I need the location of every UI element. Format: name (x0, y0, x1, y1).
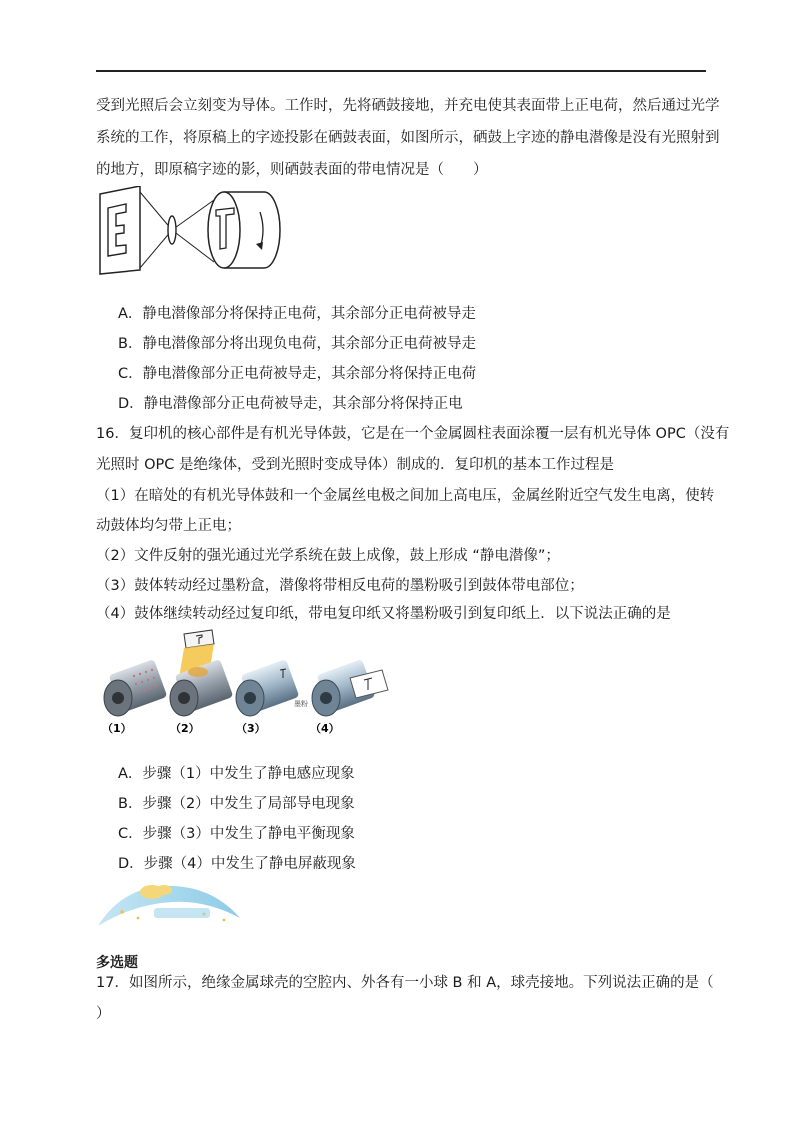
header-rule (96, 70, 706, 72)
q16-stem-line-4: 动鼓体均匀带上正电； (96, 518, 241, 534)
q16-option-d[interactable]: D．步骤（4）中发生了静电屏蔽现象 (118, 856, 356, 872)
q15-stem-line-2: 系统的工作，将原稿上的字迹投影在硒鼓表面，如图所示，硒鼓上字迹的静电潜像是没有光照射到 (96, 130, 720, 146)
step-4-drum (312, 659, 388, 716)
original-document (100, 186, 140, 274)
lens (168, 216, 176, 244)
copier-steps-diagram (96, 628, 396, 740)
step-3-drum (236, 659, 299, 716)
step-2-drum (170, 630, 233, 716)
q16-stem-line-7: （4）鼓体继续转动经过复印纸，带电复印纸又将墨粉吸引到复印纸上．以下说法正确的是 (96, 606, 671, 622)
q15-option-c[interactable]: C．静电潜像部分正电荷被导走，其余部分将保持正电荷 (118, 366, 477, 382)
toner-label: 墨粉 (294, 700, 308, 708)
q16-stem-line-5: （2）文件反射的强光通过光学系统在鼓上成像，鼓上形成 “静电潜像”； (96, 548, 560, 564)
q16-option-b[interactable]: B．步骤（2）中发生了局部导电现象 (118, 796, 355, 812)
step-label-3: （3） (236, 722, 266, 735)
drum-projection-diagram (96, 186, 286, 276)
step-1-drum (104, 659, 167, 716)
q16-stem-line-1: 16．复印机的核心部件是有机光导体鼓，它是在一个金属圆柱表面涂覆一层有机光导体 OPC（没有 (96, 426, 730, 442)
q17-stem-line-1: 17．如图所示，绝缘金属球壳的空腔内、外各有一小球 B 和 A，球壳接地。下列说法正确的是（ (96, 975, 714, 991)
q15-option-b[interactable]: B．静电潜像部分将出现负电荷，其余部分正电荷被导走 (118, 336, 476, 352)
q15-stem-line-3: 的地方，即原稿字迹的影，则硒鼓表面的带电情况是（ ） (96, 162, 488, 178)
q16-stem-line-6: （3）鼓体转动经过墨粉盒，潜像将带相反电荷的墨粉吸引到鼓体带电部位； (96, 578, 584, 594)
q15-option-a[interactable]: A．静电潜像部分将保持正电荷，其余部分正电荷被导走 (118, 306, 476, 322)
decorative-moon-graphic (94, 878, 244, 930)
q16-stem-line-3: （1）在暗处的有机光导体鼓和一个金属丝电极之间加上高电压，金属丝附近空气发生电离，使转 (96, 488, 715, 504)
step-label-1: （1） (102, 722, 132, 735)
q15-stem-line-1: 受到光照后会立刻变为导体。工作时，先将硒鼓接地，并充电使其表面带上正电荷，然后通过光学 (96, 98, 720, 114)
step-label-2: （2） (170, 722, 200, 735)
section-title: 多选题 (96, 955, 138, 971)
q16-stem-line-2: 光照时 OPC 是绝缘体，受到光照时变成导体）制成的．复印机的基本工作过程是 (96, 457, 614, 473)
q17-stem-line-2: ） (96, 1006, 111, 1022)
q15-option-d[interactable]: D．静电潜像部分正电荷被导走，其余部分将保持正电 (118, 396, 463, 412)
q16-option-a[interactable]: A．步骤（1）中发生了静电感应现象 (118, 766, 355, 782)
step-label-4: （4） (310, 722, 340, 735)
q16-option-c[interactable]: C．步骤（3）中发生了静电平衡现象 (118, 826, 355, 842)
